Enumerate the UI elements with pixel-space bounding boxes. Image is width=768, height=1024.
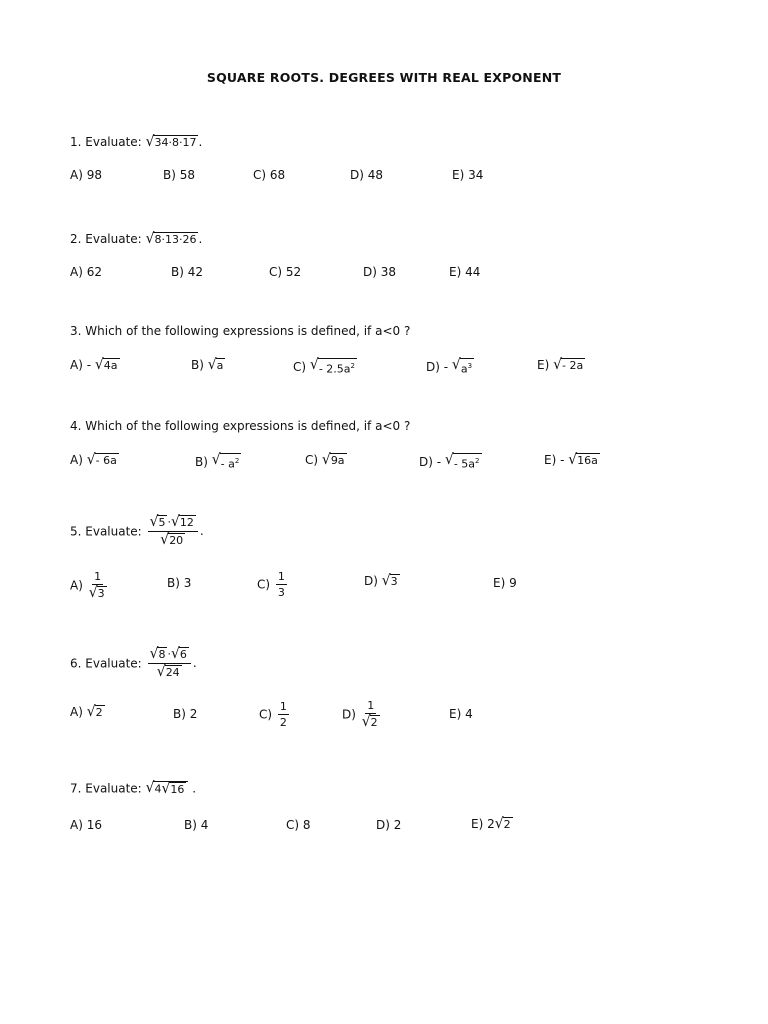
question-1: 1. Evaluate: √ 34·8·17 . [70, 133, 203, 151]
q5-option-b[interactable]: B) 3 [167, 576, 192, 590]
q6-option-c[interactable]: C) $\frac{1}{2}$ [259, 700, 287, 729]
fraction-expression: √ 5 · √ 12 √ 20 [148, 515, 198, 548]
question-3-prompt: 3. Which of the following expressions is defined, if a<0 ? [70, 324, 411, 338]
q2-option-a[interactable]: A) 62 [70, 265, 102, 279]
q6-option-d[interactable]: D) 1 √ 2 [342, 699, 378, 731]
question-1-prompt: 1. Evaluate: [70, 135, 142, 149]
q2-option-b[interactable]: B) 42 [171, 265, 203, 279]
question-7: 7. Evaluate: √ 4 √ 16 . [70, 779, 197, 798]
q4-option-d[interactable]: D) - √ - $5a^2$ [419, 451, 480, 471]
question-2-prompt: 2. Evaluate: [70, 232, 142, 246]
q3-option-d[interactable]: D) - √ $a^3$ [426, 356, 473, 376]
q6-option-b[interactable]: B) 2 [173, 707, 198, 721]
q3-option-b[interactable]: B) √ a [191, 356, 224, 374]
question-5-prompt: 5. Evaluate: [70, 524, 142, 539]
q5-option-e[interactable]: E) 9 [493, 576, 517, 590]
question-2: 2. Evaluate: √ 8·13·26 . [70, 230, 203, 248]
q2-option-d[interactable]: D) 38 [363, 265, 397, 279]
q6-option-a[interactable]: A) √ 2 [70, 703, 103, 721]
q1-option-d[interactable]: D) 48 [350, 168, 384, 182]
page-title: SQUARE ROOTS. DEGREES WITH REAL EXPONENT [206, 70, 562, 85]
q1-option-c[interactable]: C) 68 [253, 168, 286, 182]
q2-option-c[interactable]: C) 52 [269, 265, 302, 279]
question-6: 6. Evaluate: √ 8 · √ 6 √ 24 . [70, 645, 197, 681]
nested-sqrt-expression: √ 4 √ 16 [146, 781, 189, 797]
question-6-prompt: 6. Evaluate: [70, 656, 142, 671]
question-4-prompt: 4. Which of the following expressions is defined, if a<0 ? [70, 419, 411, 433]
q1-option-e[interactable]: E) 34 [452, 168, 484, 182]
q1-option-a[interactable]: A) 98 [70, 168, 102, 182]
q6-option-e[interactable]: E) 4 [449, 707, 473, 721]
question-7-prompt: 7. Evaluate: [70, 781, 142, 796]
q7-option-b[interactable]: B) 4 [184, 818, 209, 832]
q7-option-e[interactable]: E) 2 √ 2 [471, 815, 511, 833]
q3-option-e[interactable]: E) √ - 2a [537, 356, 584, 374]
q5-option-d[interactable]: D) √ 3 [364, 572, 398, 590]
fraction-expression: √ 8 · √ 6 √ 24 [148, 647, 191, 680]
q3-option-a[interactable]: A) - √ 4a [70, 356, 118, 374]
q5-option-c[interactable]: C) $\frac{1}{3}$ [257, 570, 285, 599]
q2-option-e[interactable]: E) 44 [449, 265, 481, 279]
q7-option-d[interactable]: D) 2 [376, 818, 402, 832]
sqrt-expression: √ 8·13·26 [145, 230, 197, 248]
q4-option-c[interactable]: C) √ 9a [305, 451, 345, 469]
q4-option-b[interactable]: B) √ - $a^2$ [195, 451, 240, 471]
q7-option-c[interactable]: C) 8 [286, 818, 311, 832]
sqrt-expression: √ 34·8·17 [145, 133, 197, 151]
q4-option-a[interactable]: A) √ - 6a [70, 451, 117, 469]
q4-option-e[interactable]: E) - √ 16a [544, 451, 598, 469]
q1-option-b[interactable]: B) 58 [163, 168, 195, 182]
question-5: 5. Evaluate: √ 5 · √ 12 √ 20 . [70, 513, 204, 549]
q3-option-c[interactable]: C) √ - $2.5a^2$ [293, 356, 355, 376]
q5-option-a[interactable]: A) 1 √ 3 [70, 570, 105, 602]
q7-option-a[interactable]: A) 16 [70, 818, 102, 832]
